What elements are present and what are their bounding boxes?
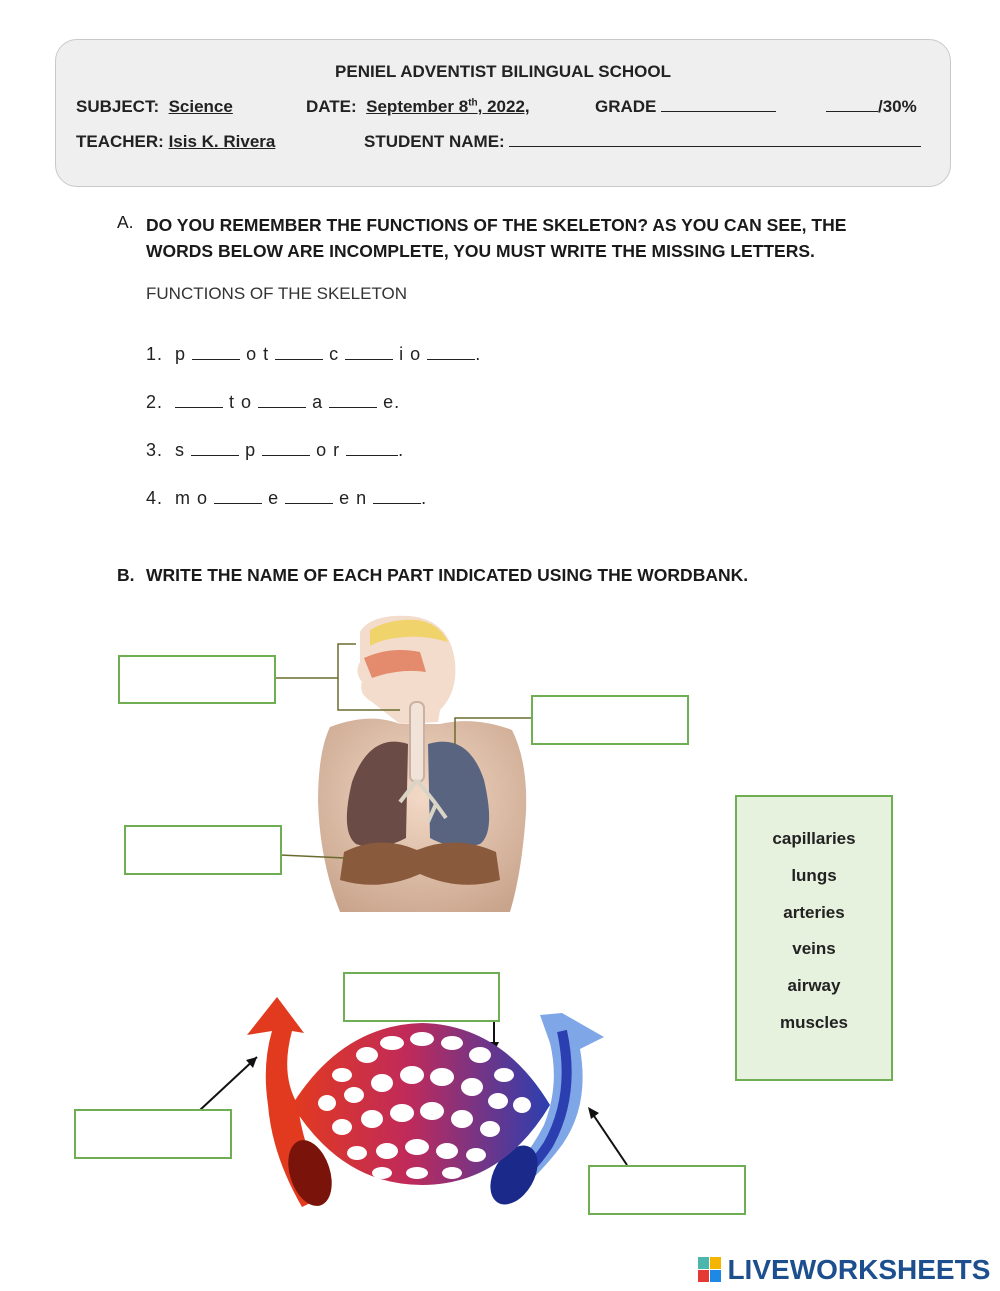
section-b-instruction: WRITE THE NAME OF EACH PART INDICATED USING THE WORDBANK.	[146, 565, 749, 585]
item-fragment: .	[421, 488, 428, 508]
liveworksheets-brand: LIVEWORKSHEETS	[727, 1254, 991, 1285]
teacher-label: TEACHER:	[76, 132, 164, 151]
wordbank-item: arteries	[783, 903, 845, 922]
teacher-value: Isis K. Rivera	[168, 132, 276, 151]
section-a-subtitle: FUNCTIONS OF THE SKELETON	[146, 284, 408, 303]
school-name: PENIEL ADVENTIST BILINGUAL SCHOOL	[335, 62, 671, 81]
item-fragment: m o	[175, 488, 209, 508]
answer-box-muscles[interactable]	[124, 825, 282, 875]
answer-box-arteries[interactable]	[74, 1109, 232, 1159]
item-fragment: o r	[316, 440, 341, 460]
date-label: DATE:	[306, 97, 357, 116]
section-a-letter: A.	[117, 212, 134, 232]
item-fragment: i o	[399, 344, 422, 364]
item-number: 1.	[146, 344, 164, 364]
capillary-network-illustration	[232, 995, 612, 1210]
item-fragment: e n	[339, 488, 368, 508]
answer-box-lungs[interactable]	[531, 695, 689, 745]
item-number: 3.	[146, 440, 164, 460]
item-fragment: p	[245, 440, 257, 460]
item-fragment: c	[329, 344, 340, 364]
wordbank-item: lungs	[791, 866, 837, 885]
subject-label: SUBJECT:	[76, 97, 160, 116]
wordbank-item: airway	[787, 976, 841, 995]
instruction-line-1: DO YOU REMEMBER THE FUNCTIONS OF THE SKELETON? AS YOU CAN SEE, THE	[146, 215, 847, 235]
score-total: /30%	[878, 97, 917, 116]
liveworksheets-logo	[697, 1254, 990, 1286]
item-fragment: t o	[229, 392, 253, 412]
wordbank-item: veins	[792, 939, 836, 958]
answer-box-capillaries[interactable]	[343, 972, 500, 1022]
liveworksheets-logo-icon	[697, 1255, 723, 1285]
student-label: STUDENT NAME:	[364, 132, 505, 151]
answer-box-veins[interactable]	[588, 1165, 746, 1215]
item-number: 4.	[146, 488, 164, 508]
section-b-letter: B.	[117, 565, 135, 585]
subject-value: Science	[168, 97, 233, 116]
date-prefix: September 8	[366, 97, 469, 116]
item-fragment: e	[268, 488, 280, 508]
item-fragment: e.	[383, 392, 401, 412]
wordbank-item: capillaries	[772, 829, 856, 848]
wordbank-item: muscles	[779, 1013, 849, 1032]
instruction-line-2: WORDS BELOW ARE INCOMPLETE, YOU MUST WRITE THE MISSING LETTERS.	[146, 241, 815, 261]
answer-box-airway[interactable]	[118, 655, 276, 704]
item-fragment: .	[475, 344, 482, 364]
date-sup: th	[468, 97, 478, 109]
item-fragment: p	[175, 344, 187, 364]
item-fragment: o t	[246, 344, 270, 364]
item-fragment: s	[175, 440, 186, 460]
item-fragment: .	[398, 440, 405, 460]
date-suffix: , 2022,	[477, 97, 530, 116]
wordbank	[735, 795, 893, 1081]
item-number: 2.	[146, 392, 164, 412]
item-fragment: a	[312, 392, 324, 412]
grade-label: GRADE	[595, 97, 657, 116]
